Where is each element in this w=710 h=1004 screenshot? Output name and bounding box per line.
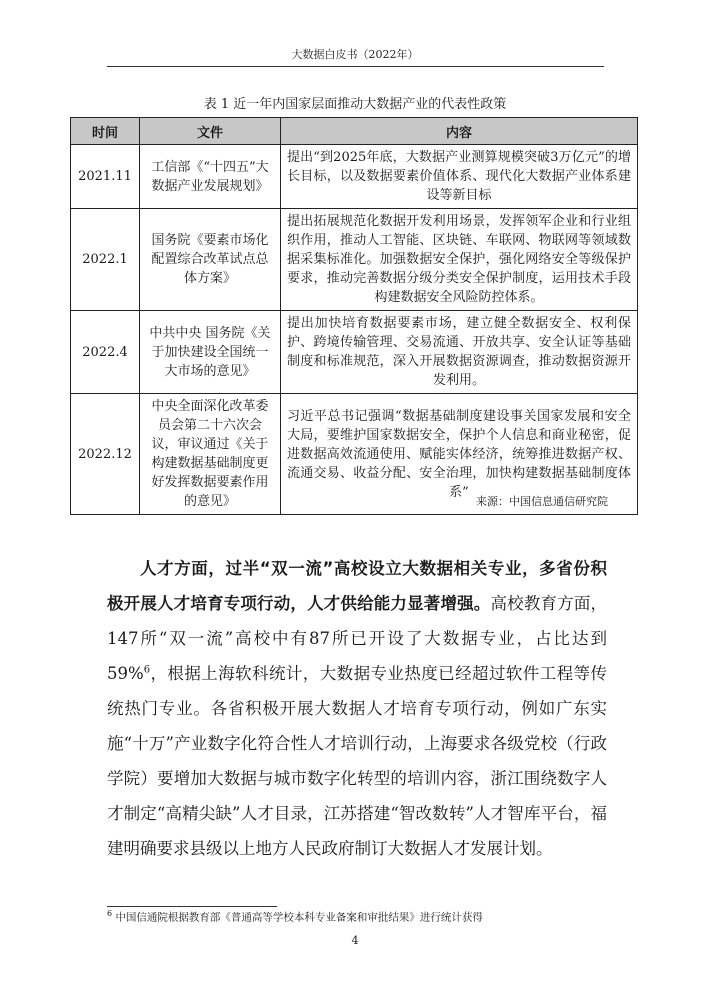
row-content: 习近平总书记强调“数据基础制度建设事关国家发展和安全大局，要维护国家数据安全，保护个人信息和商业秘密，促进数据高效流通使用、赋能实体经济，统筹推进数据产权、流通交易、收益分配、安全治理，加快构建数据基础制度体系”: [281, 394, 638, 515]
row-content: 提出加快培育数据要素市场，建立健全数据安全、权利保护、跨境传输管理、交易流通、开放共享、安全认证等基础制度和标准规范，深入开展数据资源调查，推动数据资源开发利用。: [281, 311, 638, 394]
footnote-rule: [107, 906, 277, 907]
header-rule: [107, 66, 604, 67]
footnote: [107, 909, 483, 925]
table-row: [71, 209, 638, 311]
running-header: 大数据白皮书（2022年）: [291, 48, 419, 61]
column-header-document: 文件: [140, 118, 281, 145]
body-text-part2: ，根据上海软科统计，大数据专业热度已经超过软件工程等传统热门专业。各省积极开展大数据人才培育专项行动，例如广东实施“十万”产业数字化符合性人才培训行动，上海要求各级党校（行政学院）要增加大数据与城市数字化转型的培训内容，浙江围绕数字人才制定“高精尖缺”人才目录，江苏搭建“智改数转”人才智库平台，福建明确要求县级以上地方人民政府制订大数据人才发展计划。: [107, 663, 607, 858]
footnote-mark: 6: [107, 909, 113, 918]
row-date: 2021.11: [71, 145, 140, 209]
row-content: 提出拓展规范化数据开发利用场景，发挥领军企业和行业组织作用，推动人工智能、区块链、车联网、物联网等领域数据采集标准化。加强数据安全保护，强化网络安全等级保护要求，推动完善数据分级分类安全保护制度，运用技术手段构建数据安全风险防控体系。: [281, 209, 638, 311]
table-caption: 表 1 近一年内国家层面推动大数据产业的代表性政策: [203, 97, 507, 112]
footnote-reference[interactable]: 6: [143, 664, 151, 675]
row-document: 工信部《“十四五”大数据产业发展规划》: [140, 145, 281, 209]
row-content: 提出“到2025年底，大数据产业测算规模突破3万亿元”的增长目标，以及数据要素价值体系、现代化大数据产业体系建设等新目标: [281, 145, 638, 209]
row-document: 中共中央 国务院《关于加快建设全国统一大市场的意见》: [140, 311, 281, 394]
table-header-row: [71, 118, 638, 145]
table-source: 来源：中国信息通信研究院: [476, 495, 608, 508]
row-document: 中央全面深化改革委员会第二十六次会议，审议通过《关于构建数据基础制度更好发挥数据要素作用的意见》: [140, 394, 281, 515]
body-text-part1: 高校教育方面，147所“双一流”高校中有87所已开设了大数据专业，占比达到59%: [107, 593, 608, 683]
body-paragraph: [107, 551, 607, 866]
footnote-text: 中国信通院根据教育部《普通高等学校本科专业备案和审批结果》进行统计获得: [115, 911, 483, 924]
column-header-date: 时间: [71, 118, 140, 145]
row-date: 2022.12: [71, 394, 140, 515]
column-header-content: 内容: [281, 118, 638, 145]
lead-sentence: 人才方面，过半“双一流”高校设立大数据相关专业，多省份积极开展人才培育专项行动，人才供给能力显著增强。: [107, 558, 607, 613]
policy-table: [70, 117, 638, 515]
page-number: 4: [351, 934, 359, 947]
row-date: 2022.1: [71, 209, 140, 311]
row-document: 国务院《要素市场化配置综合改革试点总体方案》: [140, 209, 281, 311]
row-date: 2022.4: [71, 311, 140, 394]
table-row: [71, 145, 638, 209]
table-row: [71, 311, 638, 394]
